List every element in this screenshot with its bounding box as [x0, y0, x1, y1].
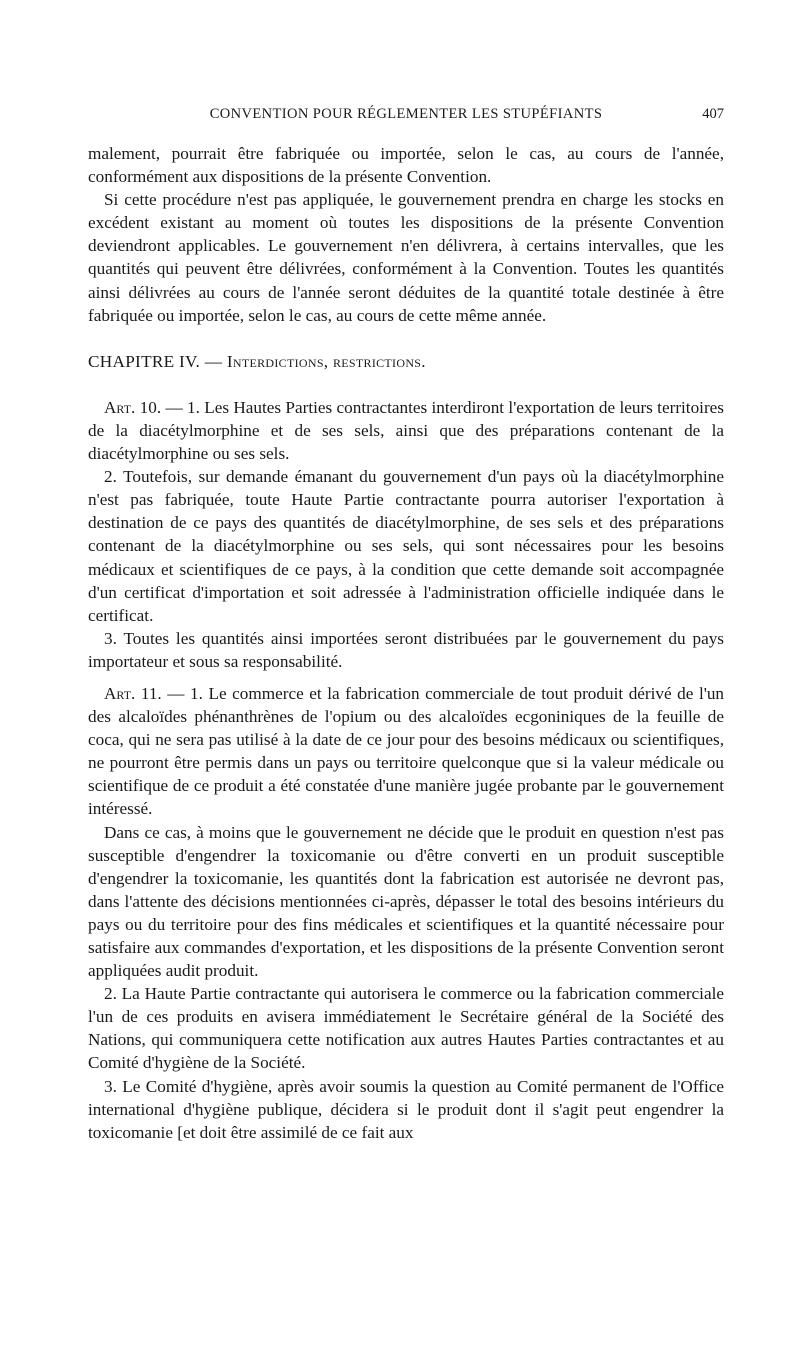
article-10-paragraph-3: 3. Toutes les quantités ainsi importées seront distribuées par le gouvernement du pays importateur et sous sa responsabilité. — [88, 628, 724, 671]
chapter-number: CHAPITRE IV. — — [88, 351, 223, 371]
body-text — [88, 142, 724, 1144]
article-10-text-1: — 1. Les Hautes Parties contractantes interdiront l'exportation de leurs territoires de la diacétylmorphine et de ses sels, ainsi que des préparations contenant de la diacétylmorphine ou ses sels. — [88, 397, 724, 464]
paragraph-procedure: Si cette procédure n'est pas appliquée, le gouvernement prendra en charge les stocks en excédent existant au moment où toutes les dispositions de la présente Convention deviendront applicables. Le gouvernement n'en délivrera, à certains intervalles, que les quantités qui peuvent être délivrées, conformément à la Convention. Toutes les quantités ainsi délivrées au cours de l'année seront déduites de la quantité totale destinée à être fabriquée ou importée, selon le cas, au cours de cette même année. — [88, 190, 724, 325]
chapter-heading — [88, 350, 724, 373]
article-11-label: Art. 11. — [104, 683, 162, 703]
running-title: CONVENTION POUR RÉGLEMENTER LES STUPÉFIANTS — [209, 106, 603, 122]
paragraph-continuation: malement, pourrait être fabriquée ou importée, selon le cas, au cours de l'année, conformément aux dispositions de la présente Convention. — [88, 144, 724, 187]
article-11-text-1: — 1. Le commerce et la fabrication commerciale de tout produit dérivé de l'un des alcaloïdes phénanthrènes de l'opium ou des alcaloïdes ecgoniniques de la feuille de coca, qui ne sera pas utilisé à la date de ce jour pour des besoins médicaux ou scientifiques, ne pourront être permis dans un pays ou territoire quelconque que si la valeur médicale ou scientifique de ce produit a été constatée d'une manière jugée probante par le gouvernement intéressé. — [88, 683, 725, 819]
article-11-paragraph-1 — [88, 682, 724, 821]
page-header — [88, 106, 724, 126]
chapter-title: Interdictions, restrictions. — [226, 351, 426, 371]
article-11-paragraph-3: 2. La Haute Partie contractante qui autorisera le commerce ou la fabrication commerciale l'un de ces produits en avisera immédiatement le Secrétaire général de la Société des Nations, qui communiquera cette notification aux autres Hautes Parties contractantes et au Comité d'hygiène de la Société. — [88, 984, 724, 1073]
article-10-paragraph-2: 2. Toutefois, sur demande émanant du gouvernement d'un pays où la diacétylmorphine n'est pas fabriquée, toute Haute Partie contractante pourra autoriser l'exportation à destination de ce pays des quantités de diacétylmorphine, de ses sels et des préparations contenant de la diacétylmorphine ou ses sels, qui sont nécessaires pour les besoins médicaux et scientifiques de ce pays, à la condition que cette demande soit accompagnée d'un certificat d'importation et soit adressée à l'administration officielle indiquée dans le certificat. — [88, 467, 724, 625]
article-11-paragraph-4: 3. Le Comité d'hygiène, après avoir soumis la question au Comité permanent de l'Office international d'hygiène publique, décidera si le produit dont il s'agit peut engendrer la toxicomanie [et doit être assimilé de ce fait aux — [88, 1076, 724, 1142]
article-10-paragraph-1 — [88, 396, 724, 465]
article-11-paragraph-2: Dans ce cas, à moins que le gouvernement ne décide que le produit en question n'est pas susceptible d'engendrer la toxicomanie ou d'être converti en un produit susceptible d'engendrer la toxicomanie, les quantités dont la fabrication est autorisée ne devront pas, dans l'attente des décisions mentionnées ci-après, dépasser le total des besoins intérieurs du pays ou du territoire pour des fins médicales et scientifiques et la quantité nécessaire pour satisfaire aux commandes d'exportation, et les dispositions de la présente Convention seront appliquées audit produit. — [88, 822, 724, 981]
page-number: 407 — [702, 106, 724, 122]
article-10-label: Art. 10. — [104, 397, 162, 417]
